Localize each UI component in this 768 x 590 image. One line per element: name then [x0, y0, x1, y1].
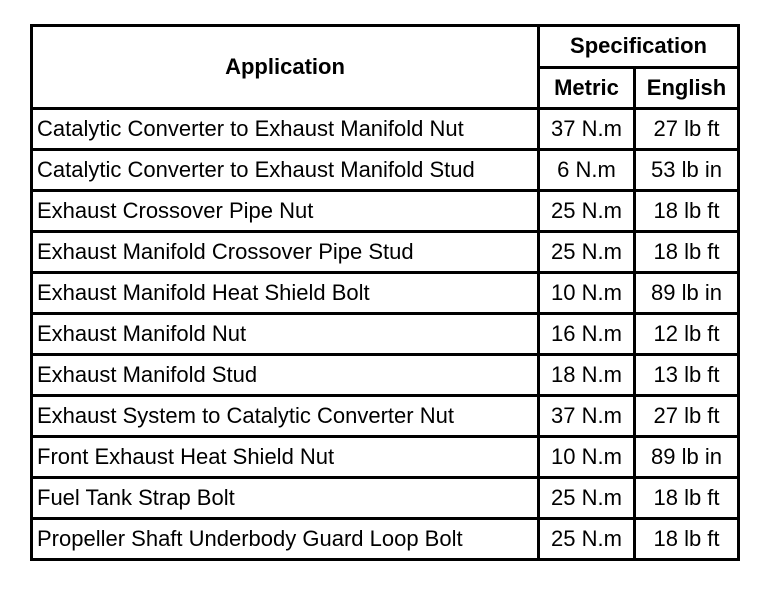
fastener-specification-table — [30, 24, 740, 561]
application-cell: Exhaust Manifold Heat Shield Bolt — [32, 273, 539, 314]
metric-header: Metric — [539, 67, 635, 109]
metric-cell: 25 N.m — [539, 232, 635, 273]
metric-cell: 10 N.m — [539, 273, 635, 314]
english-header: English — [635, 67, 739, 109]
metric-cell: 25 N.m — [539, 191, 635, 232]
application-cell: Propeller Shaft Underbody Guard Loop Bolt — [32, 519, 539, 560]
english-cell: 18 lb ft — [635, 232, 739, 273]
table-row — [32, 273, 739, 314]
metric-cell: 6 N.m — [539, 150, 635, 191]
english-cell: 27 lb ft — [635, 109, 739, 150]
application-cell: Catalytic Converter to Exhaust Manifold Nut — [32, 109, 539, 150]
metric-cell: 25 N.m — [539, 519, 635, 560]
table-row — [32, 232, 739, 273]
application-cell: Catalytic Converter to Exhaust Manifold Stud — [32, 150, 539, 191]
table-row — [32, 150, 739, 191]
metric-cell: 16 N.m — [539, 314, 635, 355]
metric-cell: 25 N.m — [539, 478, 635, 519]
metric-cell: 37 N.m — [539, 109, 635, 150]
table-row — [32, 314, 739, 355]
application-cell: Front Exhaust Heat Shield Nut — [32, 437, 539, 478]
application-cell: Exhaust Manifold Crossover Pipe Stud — [32, 232, 539, 273]
english-cell: 89 lb in — [635, 437, 739, 478]
application-cell: Exhaust Manifold Nut — [32, 314, 539, 355]
metric-cell: 37 N.m — [539, 396, 635, 437]
application-cell: Fuel Tank Strap Bolt — [32, 478, 539, 519]
application-cell: Exhaust System to Catalytic Converter Nut — [32, 396, 539, 437]
table-row — [32, 478, 739, 519]
table-row — [32, 109, 739, 150]
table-row — [32, 355, 739, 396]
table-row — [32, 437, 739, 478]
english-cell: 27 lb ft — [635, 396, 739, 437]
english-cell: 18 lb ft — [635, 478, 739, 519]
application-header: Application — [32, 26, 539, 109]
table-row — [32, 191, 739, 232]
specification-header: Specification — [539, 26, 739, 68]
english-cell: 12 lb ft — [635, 314, 739, 355]
english-cell: 13 lb ft — [635, 355, 739, 396]
english-cell: 53 lb in — [635, 150, 739, 191]
english-cell: 89 lb in — [635, 273, 739, 314]
table-row — [32, 519, 739, 560]
metric-cell: 10 N.m — [539, 437, 635, 478]
metric-cell: 18 N.m — [539, 355, 635, 396]
application-cell: Exhaust Crossover Pipe Nut — [32, 191, 539, 232]
english-cell: 18 lb ft — [635, 191, 739, 232]
application-cell: Exhaust Manifold Stud — [32, 355, 539, 396]
table-row — [32, 396, 739, 437]
english-cell: 18 lb ft — [635, 519, 739, 560]
